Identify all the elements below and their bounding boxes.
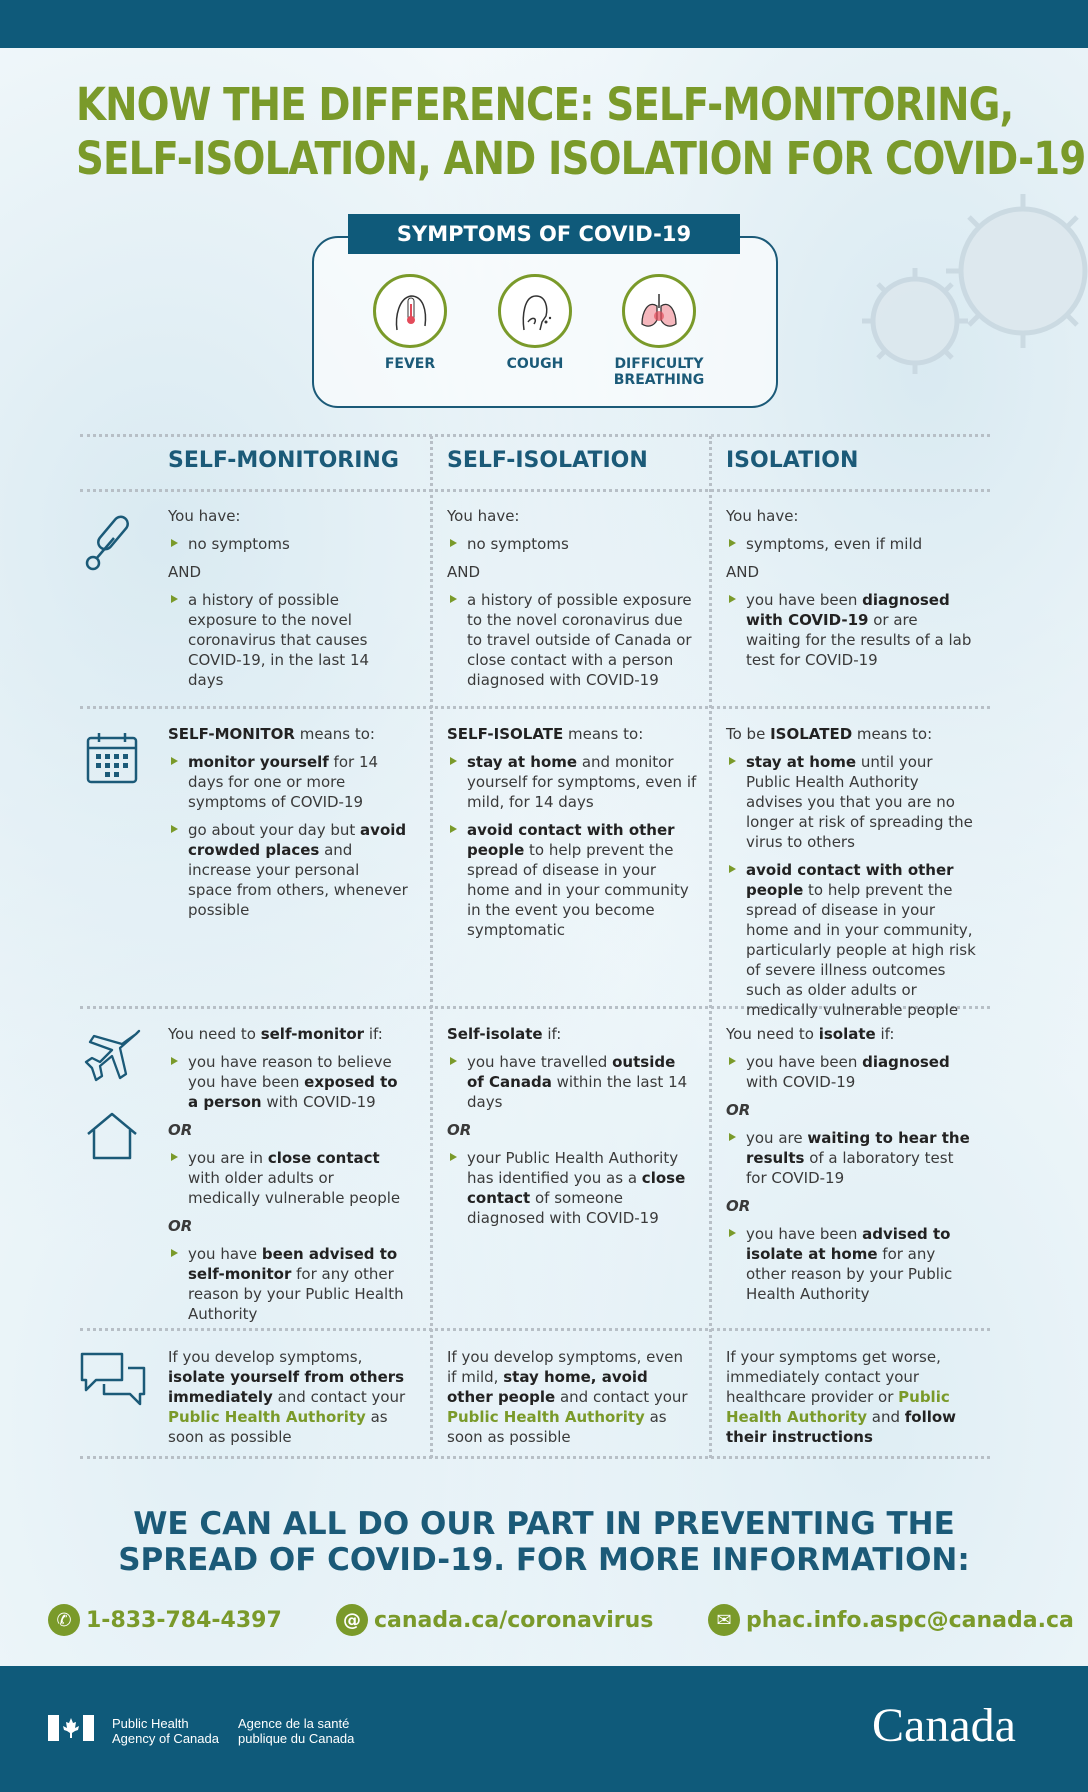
list-item: a history of possible exposure to the novel coronavirus that causes COVID-19, in the last 14 days <box>168 590 408 690</box>
text: you have reason to believe you have been <box>188 1053 392 1091</box>
symptom-fever <box>355 274 465 372</box>
text: and increase your personal space from others, whenever possible <box>188 841 408 919</box>
envelope-icon: ✉ <box>708 1604 740 1636</box>
list-item <box>447 1148 697 1228</box>
agency-fr-line-2: publique du Canada <box>238 1731 355 1746</box>
list-item <box>726 1224 976 1304</box>
symptom-cough <box>480 274 590 372</box>
list-item <box>726 860 976 1020</box>
or-label: OR <box>726 1101 751 1119</box>
text: with COVID-19 <box>746 1073 856 1091</box>
canada-flag-icon <box>48 1715 94 1741</box>
you-have-label: You have: <box>447 507 520 525</box>
airplane-icon <box>84 1028 142 1086</box>
symptom-label-breathing-1: DIFFICULTY <box>614 356 704 372</box>
lungs-icon <box>622 274 696 348</box>
cell-sm-status <box>168 506 408 698</box>
text: you have travelled <box>467 1053 613 1071</box>
bold-text: follow their instructions <box>726 1408 957 1446</box>
text: for any other reason by your Public Health Authority <box>188 1265 404 1323</box>
bold-text: avoid contact with other people <box>746 861 954 899</box>
text: means to: <box>563 725 644 743</box>
fever-icon <box>373 274 447 348</box>
symptom-breathing <box>604 274 714 388</box>
symptom-label-cough: COUGH <box>506 356 564 372</box>
cell-si-symptoms <box>447 1347 697 1455</box>
top-band <box>0 0 1088 48</box>
text: and <box>867 1408 905 1426</box>
or-label: OR <box>168 1217 193 1235</box>
divider <box>80 1456 990 1459</box>
symptoms-advice <box>168 1347 418 1447</box>
text: you have been <box>746 1053 863 1071</box>
bold-text: isolate <box>818 1025 876 1043</box>
phone-icon: ✆ <box>48 1604 80 1636</box>
and-label: AND <box>726 563 760 581</box>
agency-name-en <box>112 1716 219 1746</box>
divider <box>80 434 990 437</box>
list-item <box>168 752 408 812</box>
text: your Public Health Authority has identified you as a <box>467 1149 679 1187</box>
calendar-icon <box>84 730 140 786</box>
agency-en-line-2: Agency of Canada <box>112 1731 219 1746</box>
title-line-1: KNOW THE DIFFERENCE: SELF-MONITORING, <box>76 78 1014 131</box>
bold-text: monitor yourself <box>188 753 329 771</box>
text: and monitor yourself for symptoms, even if mild, for 14 days <box>467 753 697 811</box>
text: and contact your <box>555 1388 688 1406</box>
list-item <box>726 752 976 852</box>
bold-text: exposed to a person <box>188 1073 398 1111</box>
bold-text: stay home, avoid other people <box>447 1368 648 1406</box>
means-intro <box>168 724 408 744</box>
text: go about your day but <box>188 821 361 839</box>
text: You need to <box>726 1025 819 1043</box>
cell-iso-when <box>726 1024 976 1312</box>
text: of a laboratory test for COVID-19 <box>746 1149 954 1187</box>
email-link[interactable] <box>708 1604 1074 1636</box>
or-label: OR <box>168 1121 193 1139</box>
text: within the last 14 days <box>467 1073 688 1111</box>
bold-text: been advised to self-monitor <box>188 1245 398 1283</box>
bold-text: waiting to hear the results <box>746 1129 970 1167</box>
cell-iso-status <box>726 506 976 678</box>
cell-si-means <box>447 724 697 948</box>
bold-text: close contact <box>467 1169 686 1207</box>
page-title <box>76 78 1086 186</box>
text: means to: <box>294 725 375 743</box>
cell-sm-symptoms <box>168 1347 418 1455</box>
bold-text: isolate yourself from others immediately <box>168 1368 405 1406</box>
and-label: AND <box>447 563 481 581</box>
public-health-authority-text: Public Health Authority <box>447 1408 645 1426</box>
list-item <box>168 1148 408 1208</box>
text: means to: <box>852 725 933 743</box>
divider <box>80 489 990 492</box>
bold-text: outside of Canada <box>467 1053 676 1091</box>
website-link[interactable] <box>336 1604 653 1636</box>
agency-en-line-1: Public Health <box>112 1716 189 1731</box>
list-item <box>726 1128 976 1188</box>
symptoms-advice <box>726 1347 976 1447</box>
means-intro <box>726 724 976 744</box>
phone-contact[interactable] <box>48 1604 282 1636</box>
list-item <box>168 820 408 920</box>
agency-fr-line-1: Agence de la santé <box>238 1716 350 1731</box>
when-intro <box>726 1024 976 1044</box>
email-address[interactable]: phac.info.aspc@canada.ca <box>746 1607 1074 1633</box>
list-item <box>726 590 976 670</box>
cell-si-when <box>447 1024 697 1236</box>
virus-illustration-icon <box>845 186 1088 376</box>
heading-isolation: ISOLATION <box>726 448 859 473</box>
bold-text: diagnosed with COVID-19 <box>746 591 950 629</box>
symptom-label-fever: FEVER <box>384 356 436 372</box>
text: and contact your <box>272 1388 406 1406</box>
text: If your symptoms get worse, immediately contact your healthcare provider or <box>726 1348 941 1406</box>
means-intro <box>447 724 697 744</box>
cell-sm-when <box>168 1024 408 1332</box>
text: you are <box>746 1129 808 1147</box>
call-to-action-line-1: WE CAN ALL DO OUR PART IN PREVENTING THE <box>133 1506 955 1542</box>
column-divider <box>709 436 712 1458</box>
bold-text: SELF-MONITOR <box>168 725 295 743</box>
canada-wordmark: Canada <box>872 1699 1016 1752</box>
list-item <box>168 1244 408 1324</box>
text: to help prevent the spread of disease in your home and in your community, particularly people at high risk of severe illness outcomes such as older adults or medically vulnerable people <box>746 881 976 1019</box>
text: If you develop symptoms, <box>168 1348 363 1366</box>
list-item: a history of possible exposure to the novel coronavirus due to travel outside of Canada or close contact with a person diagnosed with COVID-19 <box>447 590 697 690</box>
heading-self-isolation: SELF-ISOLATION <box>447 448 648 473</box>
bold-text: SELF-ISOLATE <box>447 725 564 743</box>
bold-text: self-monitor <box>260 1025 365 1043</box>
cell-iso-means <box>726 724 976 1028</box>
text: with COVID-19 <box>261 1093 376 1111</box>
text: You need to <box>168 1025 261 1043</box>
symptoms-advice <box>447 1347 697 1447</box>
text: If you develop symptoms, even if mild, <box>447 1348 683 1386</box>
phone-number[interactable]: 1-833-784-4397 <box>86 1607 282 1633</box>
list-item <box>447 820 697 940</box>
symptom-label-breathing <box>604 356 714 388</box>
list-item: symptoms, even if mild <box>726 534 976 554</box>
text: you have been <box>746 591 863 609</box>
text: you have been <box>746 1225 863 1243</box>
or-label: OR <box>726 1197 751 1215</box>
text: To be <box>726 725 771 743</box>
text: you are in <box>188 1149 268 1167</box>
heading-self-monitoring: SELF-MONITORING <box>168 448 399 473</box>
text: if: <box>542 1025 562 1043</box>
text: you have <box>188 1245 262 1263</box>
list-item <box>447 1052 697 1112</box>
you-have-label: You have: <box>726 507 799 525</box>
text: to help prevent the spread of disease in your home and in your community in the event you become symptomatic <box>467 841 689 939</box>
symptoms-header: SYMPTOMS OF COVID-19 <box>348 214 740 254</box>
bold-text: stay at home <box>746 753 857 771</box>
website-url[interactable]: canada.ca/coronavirus <box>374 1607 654 1633</box>
when-intro <box>168 1024 408 1044</box>
you-have-label: You have: <box>168 507 241 525</box>
call-to-action-line-2: SPREAD OF COVID-19. FOR MORE INFORMATION: <box>118 1542 970 1578</box>
bold-text: close contact <box>267 1149 380 1167</box>
list-item: no symptoms <box>447 534 697 554</box>
or-label: OR <box>447 1121 472 1139</box>
text: for 14 days for one or more symptoms of COVID-19 <box>188 753 379 811</box>
text: of someone diagnosed with COVID-19 <box>467 1189 659 1227</box>
bold-text: diagnosed <box>862 1053 950 1071</box>
text: with older adults or medically vulnerable people <box>188 1169 401 1207</box>
text: as soon as possible <box>168 1408 388 1446</box>
bold-text: avoid contact with other people <box>467 821 675 859</box>
text: as soon as possible <box>447 1408 667 1446</box>
house-icon <box>84 1110 140 1162</box>
call-to-action <box>0 1506 1088 1578</box>
list-item: no symptoms <box>168 534 408 554</box>
agency-name-fr <box>238 1716 354 1746</box>
title-line-2: SELF-ISOLATION, AND ISOLATION FOR COVID-19 <box>76 132 1086 185</box>
chat-bubbles-icon <box>78 1350 148 1408</box>
public-health-authority-text: Public Health Authority <box>168 1408 366 1426</box>
bold-text: avoid crowded places <box>188 821 407 859</box>
text: for any other reason by your Public Health Authority <box>746 1245 953 1303</box>
text: if: <box>364 1025 383 1043</box>
list-item <box>447 752 697 812</box>
text: or are waiting for the results of a lab test for COVID-19 <box>746 611 972 669</box>
bold-text: ISOLATED <box>770 725 853 743</box>
column-divider <box>430 436 433 1458</box>
symptom-label-breathing-2: BREATHING <box>613 372 705 388</box>
bold-text: advised to isolate at home <box>746 1225 951 1263</box>
public-health-authority-text: Public Health Authority <box>726 1388 950 1426</box>
list-item <box>726 1052 976 1092</box>
when-intro <box>447 1024 697 1044</box>
text: until your Public Health Authority advises you that you are no longer at risk of spreading the virus to others <box>746 753 973 851</box>
cell-sm-means <box>168 724 408 928</box>
cell-iso-symptoms <box>726 1347 976 1455</box>
at-icon: @ <box>336 1604 368 1636</box>
cough-icon <box>498 274 572 348</box>
divider <box>80 706 990 709</box>
thermometer-icon <box>84 512 144 572</box>
bold-text: Self-isolate <box>447 1025 543 1043</box>
cell-si-status <box>447 506 697 698</box>
and-label: AND <box>168 563 202 581</box>
bold-text: stay at home <box>467 753 578 771</box>
text: if: <box>875 1025 895 1043</box>
list-item <box>168 1052 408 1112</box>
